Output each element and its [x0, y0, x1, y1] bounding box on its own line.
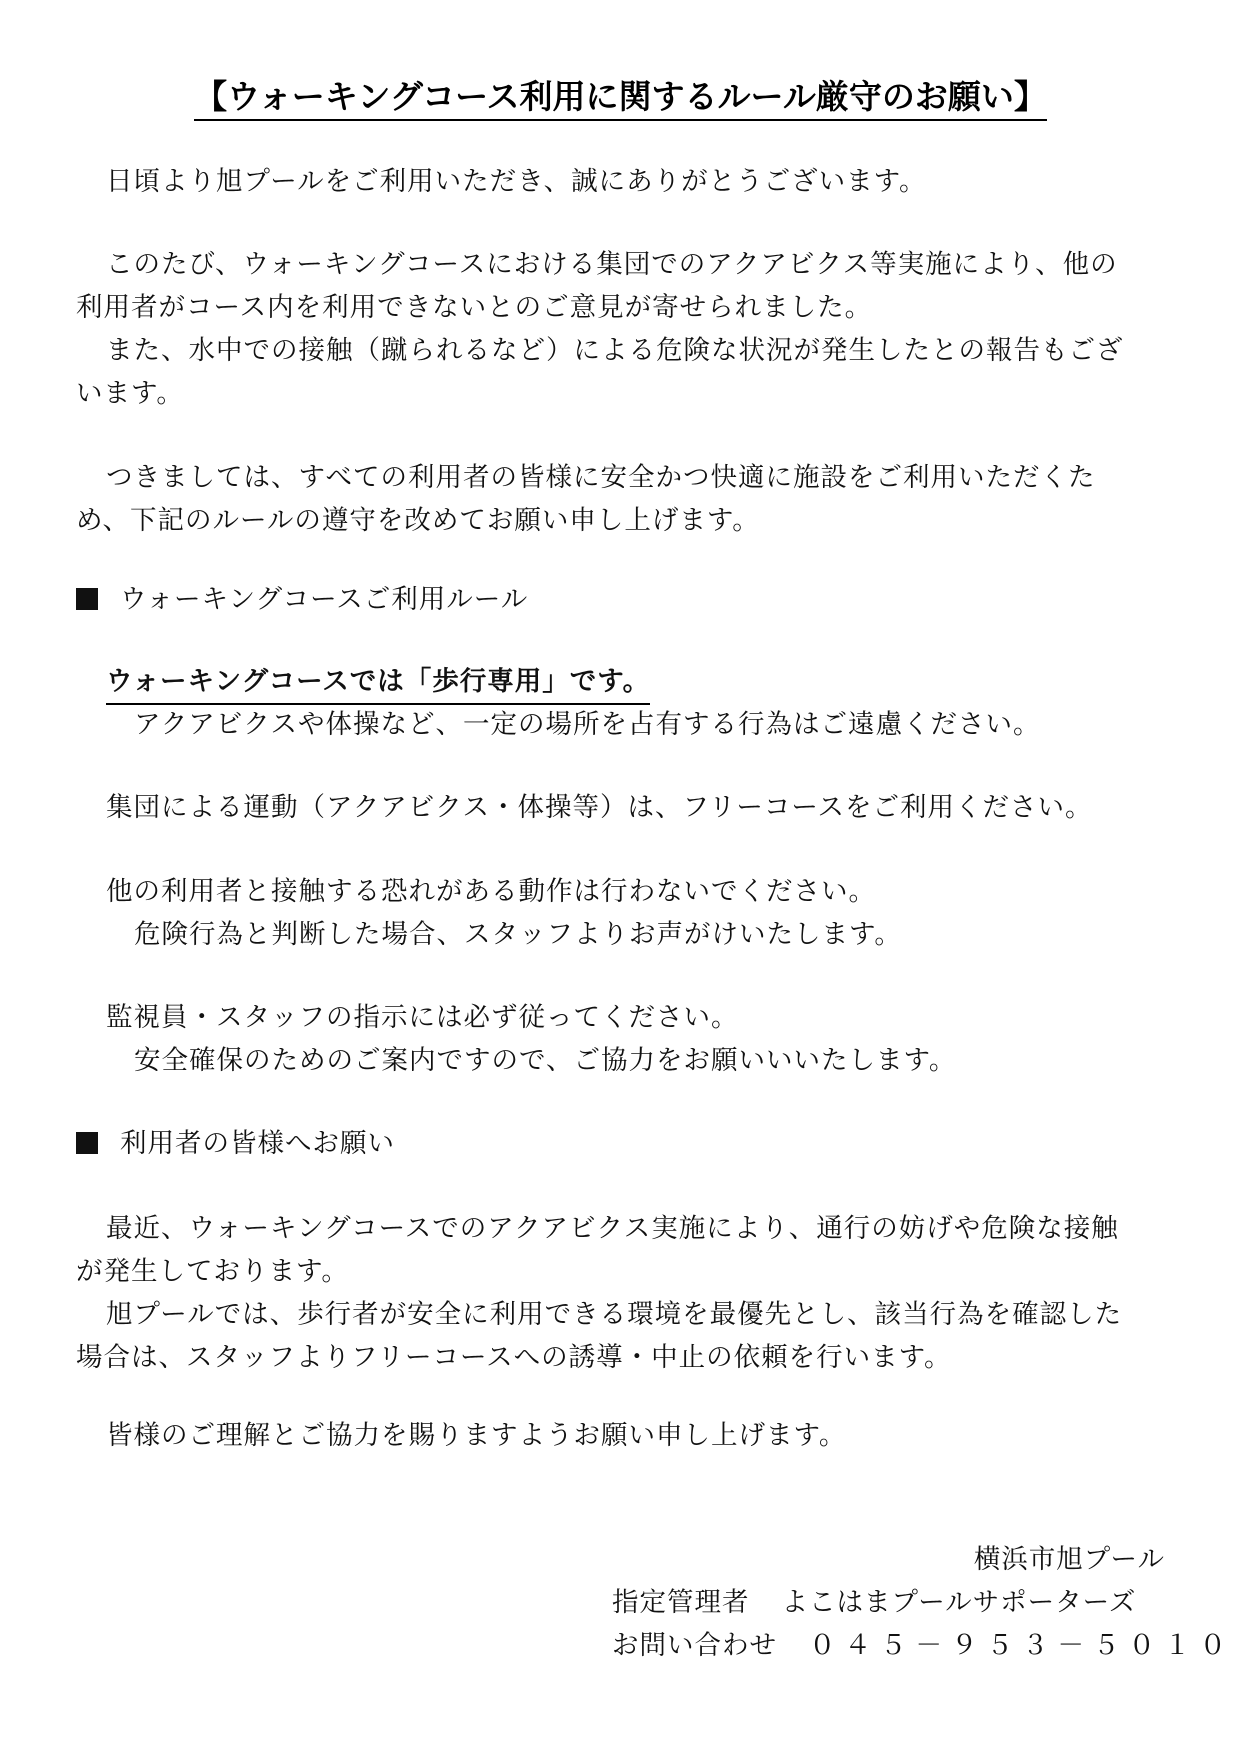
- contact-label: お問い合わせ: [612, 1630, 777, 1661]
- signature-manager: [612, 1581, 1136, 1624]
- rule-1-detail: アクアビクスや体操など、一定の場所を占有する行為はご遠慮ください。: [134, 709, 1041, 740]
- paragraph-3-line-1: つきましては、すべての利用者の皆様に安全かつ快適に施設をご利用いただくた: [106, 462, 1096, 493]
- rule-2: 集団による運動（アクアビクス・体操等）は、フリーコースをご利用ください。: [106, 792, 1093, 823]
- rule-1-heading: ウォーキングコースでは「歩行専用」です。: [106, 660, 650, 705]
- rule-4: 監視員・スタッフの指示には必ず従ってください。: [106, 1002, 739, 1033]
- paragraph-2-line-4: います。: [76, 378, 184, 409]
- manager-label: 指定管理者: [612, 1587, 750, 1618]
- rule-3: 他の利用者と接触する恐れがある動作は行わないでください。: [106, 876, 876, 907]
- square-bullet-icon: [76, 588, 98, 610]
- rule-4-detail: 安全確保のためのご案内ですので、ご協力をお願いいいたします。: [134, 1045, 957, 1076]
- request-heading-text: 利用者の皆様へお願い: [120, 1128, 395, 1159]
- paragraph-3-line-2: め、下記のルールの遵守を改めてお願い申し上げます。: [76, 505, 760, 536]
- paragraph-2-line-3: また、水中での接触（蹴られるなど）による危険な状況が発生したとの報告もござ: [106, 335, 1124, 366]
- request-para-1-line-2: が発生しております。: [76, 1256, 349, 1287]
- paragraph-2: [76, 243, 1166, 415]
- page-title: 【ウォーキングコース利用に関するルール厳守のお願い】: [194, 76, 1047, 121]
- intro-paragraph: [76, 160, 1166, 203]
- request-para-2-line-1: 旭プールでは、歩行者が安全に利用できる環境を最優先とし、該当行為を確認した: [106, 1299, 1123, 1330]
- rules-section-heading: [76, 578, 528, 621]
- rules-heading-text: ウォーキングコースご利用ルール: [120, 584, 529, 615]
- request-para-1-line-1: 最近、ウォーキングコースでのアクアビクス実施により、通行の妨げや危険な接触: [106, 1213, 1119, 1244]
- closing-text: 皆様のご理解とご協力を賜りますようお願い申し上げます。: [106, 1420, 847, 1451]
- manager-name: よこはまプールサポーターズ: [781, 1587, 1137, 1618]
- paragraph-2-line-2: 利用者がコース内を利用できないとのご意見が寄せられました。: [76, 292, 873, 323]
- title-container: [0, 76, 1241, 121]
- signature-facility: 横浜市旭プール: [973, 1544, 1165, 1575]
- closing-paragraph: [76, 1414, 1166, 1457]
- paragraph-2-line-1: このたび、ウォーキングコースにおける集団でのアクアビクス等実施により、他の: [106, 249, 1118, 280]
- request-section-heading: [76, 1122, 395, 1165]
- rule-3-detail: 危険行為と判断した場合、スタッフよりお声がけいたします。: [134, 919, 902, 950]
- contact-phone: ０４５－９５３－５０１０: [809, 1630, 1235, 1661]
- signature-contact: [612, 1624, 1235, 1667]
- paragraph-3: [76, 456, 1166, 542]
- intro-text: 日頃より旭プールをご利用いただき、誠にありがとうございます。: [106, 166, 927, 197]
- request-paragraph: [76, 1207, 1166, 1379]
- request-para-2-line-2: 場合は、スタッフよりフリーコースへの誘導・中止の依頼を行います。: [76, 1342, 952, 1373]
- square-bullet-icon: [76, 1132, 98, 1154]
